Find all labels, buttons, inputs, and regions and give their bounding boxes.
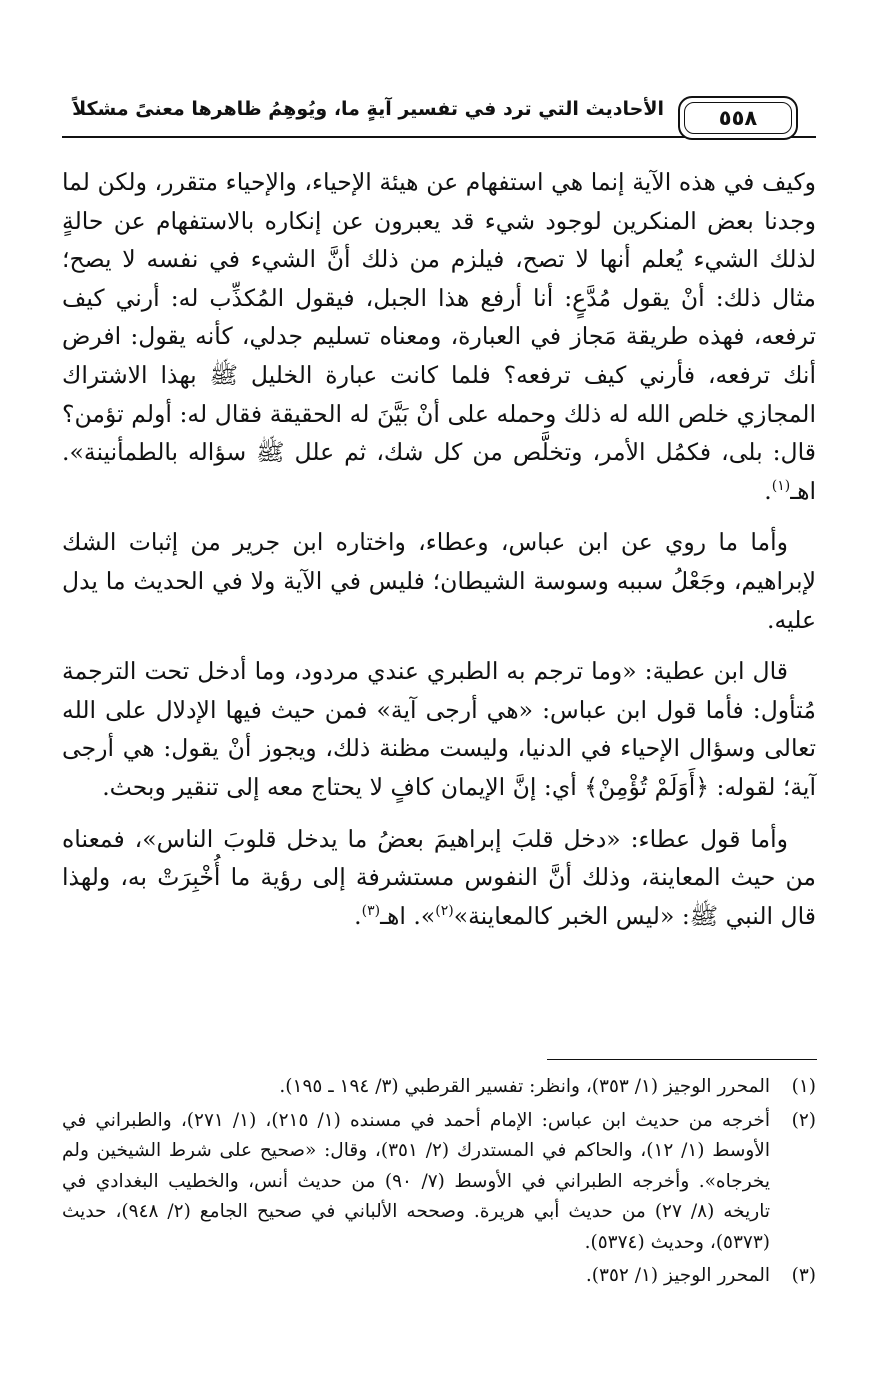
page-number-frame [678, 96, 798, 140]
paragraph-4-text: وأما قول عطاء: «دخل قلبَ إبراهيمَ بعضُ ما يدخل قلوبَ الناس»، فمعناه من حيث المعاينة، وذلك أنَّ النفوس مستشرفة إلى رؤية ما أُخْبِرَتْ به، ولهذا قال النبي ﷺ: «ليس الخبر كالمعاينة» [62, 824, 816, 930]
footnote-text: المحرر الوجيز (١/ ٣٥٣)، وانظر: تفسير القرطبي (٣/ ١٩٤ ـ ١٩٥). [279, 1076, 770, 1097]
footnote [62, 1106, 816, 1259]
footnote-ref-2: (٢) [435, 902, 454, 919]
header-title: الأحاديث التي ترد في تفسير آيةٍ ما، ويُوهِمُ ظاهرها معنىً مشكلاً [62, 98, 664, 120]
paragraph-4-text-b: ». اهـ [380, 901, 436, 930]
footnote-text: المحرر الوجيز (١/ ٣٥٢). [585, 1265, 770, 1286]
footnote-text: أخرجه من حديث ابن عباس: الإمام أحمد في مسنده (١/ ٢١٥)، (١/ ٢٧١)، والطبراني في الأوسط (١/ ١٢)، والحاكم في المستدرك (٢/ ٣٥١)، وقال: «صحيح على شرط الشيخين ولم يخرجاه». وأخرجه الطبراني في الأوسط (٧/ ٩٠) من حديث أنس، والخطيب البغدادي في تاريخه (٨/ ٢٧) من حديث أبي هريرة. وصححه الألباني في صحيح الجامع (٢/ ٩٤٨)، حديث (٥٣٧٣)، وحديث (٥٣٧٤). [62, 1109, 771, 1253]
footnote-ref-1: (١) [771, 477, 791, 494]
footnote-number: (٣) [791, 1265, 816, 1286]
paragraph-4 [62, 820, 816, 936]
footnotes [62, 1072, 816, 1295]
footnote [62, 1261, 816, 1292]
paragraph-1-end: . [764, 476, 772, 505]
paragraph-1-text: وكيف في هذه الآية إنما هي استفهام عن هيئة الإحياء، والإحياء متقرر، ولكن لما وجدنا بعض المنكرين لوجود شيء قد يعبرون عن إنكاره بالاستفهام عن حالةٍ لذلك الشيء يُعلم أنها لا تصح، فيلزم من ذلك أنَّ الشيء في نفسه لا يصح؛ مثال ذلك: أنْ يقول مُدَّعٍ: أنا أرفع هذا الجبل، فيقول المُكذِّب له: أرني كيف ترفعه، فهذه طريقة مَجاز في العبارة، ومعناه تسليم جدلي، كأنه يقول: افرض أنك ترفعه، فأرني كيف ترفعه؟ فلما كانت عبارة الخليل ﷺ بهذا الاشتراك المجازي خلص الله له ذلك وحمله على أنْ بَيَّنَ له الحقيقة فقال له: أولم تؤمن؟ قال: بلى، فكمُل الأمر، وتخلَّص من كل شك، ثم علل ﷺ سؤاله بالطمأنينة». اهـ [62, 168, 816, 505]
running-header [62, 92, 816, 148]
paragraph-2: وأما ما روي عن ابن عباس، وعطاء، واختاره ابن جرير من إثبات الشك لإبراهيم، وجَعْلُ سببه وسوسة الشيطان؛ فليس في الآية ولا في الحديث ما يدل عليه. [62, 528, 816, 634]
footnote-separator [547, 1059, 817, 1060]
paragraph-1 [62, 163, 816, 510]
footnote-ref-3: (٣) [361, 902, 381, 919]
main-text [62, 163, 816, 948]
footnote [62, 1072, 816, 1103]
page-number: ٥٥٨ [684, 102, 792, 134]
paragraph-3: قال ابن عطية: «وما ترجم به الطبري عندي مردود، وما أدخل تحت الترجمة مُتأول: فأما قول ابن عباس: «هي أرجى آية» فمن حيث فيها الإدلال على الله تعالى وسؤال الإحياء في الدنيا، وليست مظنة ذلك، ويجوز أنْ يقول: هي أرجى آية؛ لقوله: ﴿أَوَلَمْ تُؤْمِنْ﴾ أي: إنَّ الإيمان كافٍ لا يحتاج معه إلى تنقير وبحث. [62, 657, 816, 801]
footnote-number: (١) [791, 1076, 816, 1097]
footnote-number: (٢) [791, 1109, 816, 1131]
paragraph-4-end: . [354, 901, 362, 930]
